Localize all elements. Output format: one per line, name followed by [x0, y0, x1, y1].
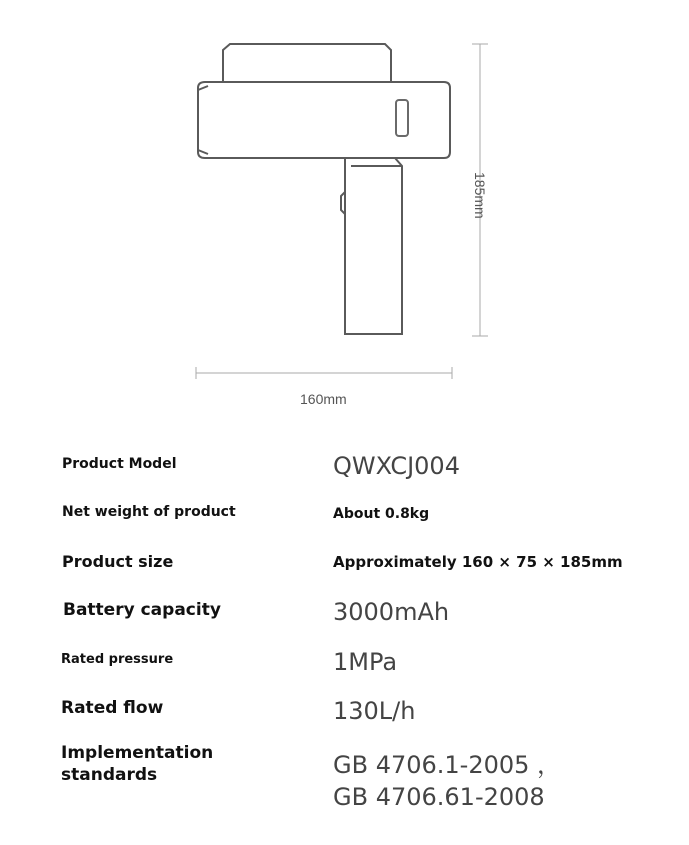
spec-value: QWXCJ004 — [333, 452, 460, 480]
spec-label-line2: standards — [61, 765, 158, 785]
spec-label-line1: Implementation — [61, 743, 214, 763]
height-dimension-label: 185mm — [472, 172, 488, 219]
spec-label: Rated pressure — [61, 652, 174, 667]
spec-label: Rated flow — [61, 698, 164, 718]
spec-value: 130L/h — [333, 697, 416, 725]
spec-label: Product Model — [62, 456, 177, 472]
spec-value: 1MPa — [333, 648, 398, 676]
spec-value: About 0.8kg — [333, 506, 430, 522]
product-outline-drawing — [0, 0, 689, 420]
spec-value-line2: GB 4706.61-2008 — [333, 783, 545, 811]
spec-label: Product size — [62, 552, 174, 571]
spec-value-line1: GB 4706.1-2005 ， — [333, 751, 562, 779]
product-dimension-figure — [0, 0, 689, 420]
width-dimension-label: 160mm — [300, 391, 347, 407]
spec-value: 3000mAh — [333, 598, 450, 626]
spec-value: Approximately 160 × 75 × 185mm — [333, 553, 623, 571]
spec-label: Net weight of product — [62, 504, 236, 520]
spec-label: Battery capacity — [63, 600, 221, 620]
